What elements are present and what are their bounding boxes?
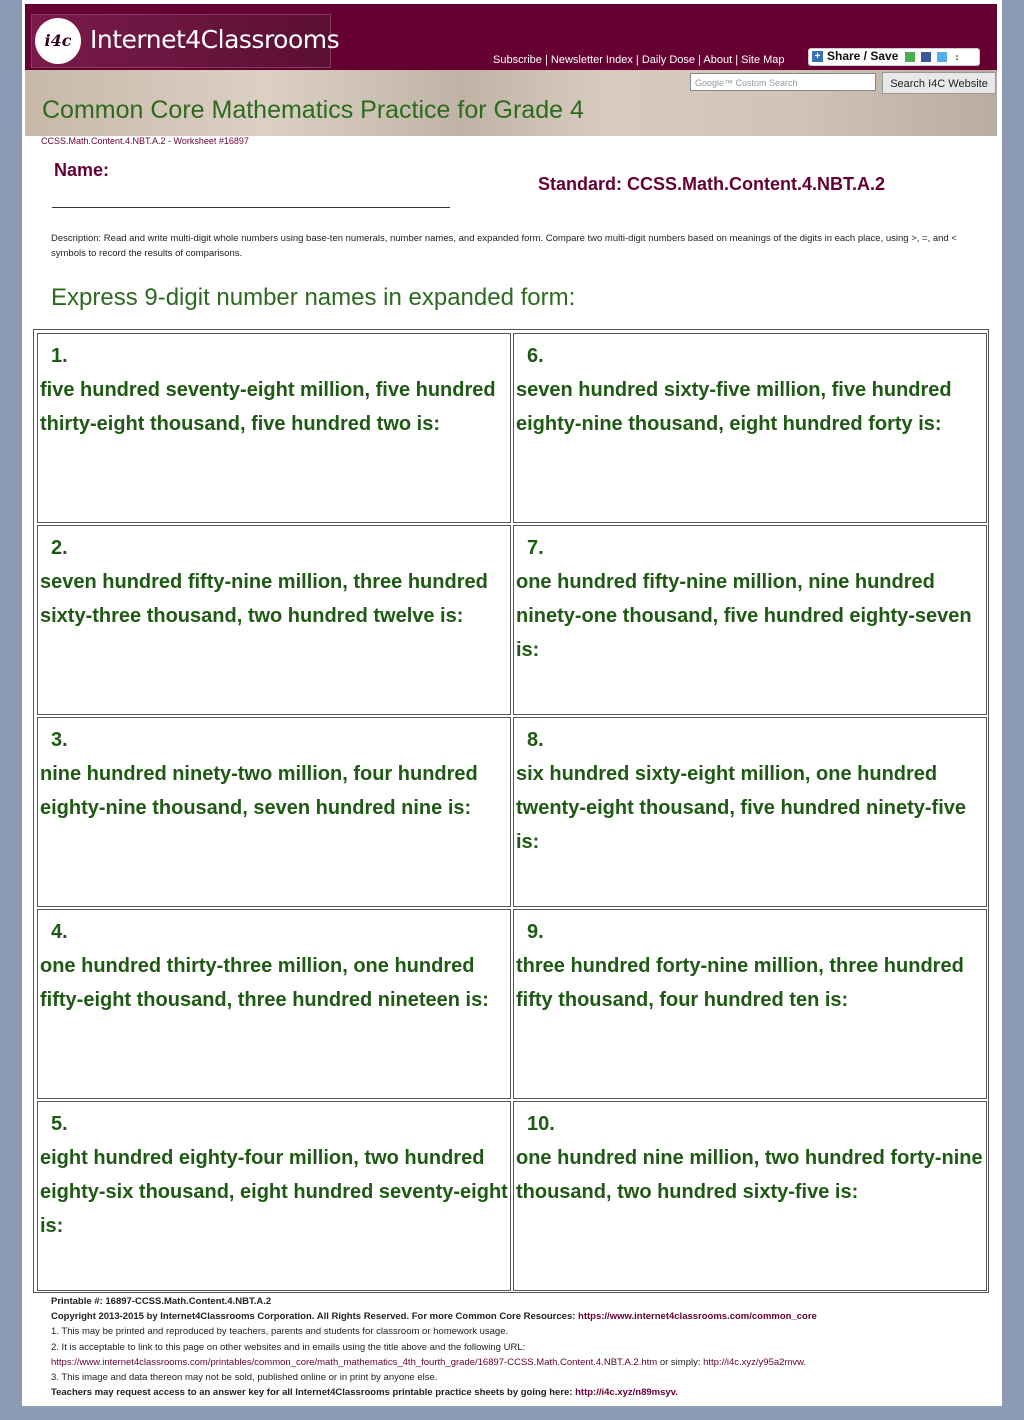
question-cell [513,909,987,1099]
question-text: three hundred forty-nine million, three hundred fifty thousand, four hundred ten is: [516,955,964,1011]
question-cell [37,1101,511,1291]
question-text: one hundred thirty-three million, one hundred fifty-eight thousand, three hundred nineteen is: [40,955,489,1011]
question-number: 5. [51,1113,68,1135]
question-cell [37,525,511,715]
share-save-button[interactable] [808,48,980,66]
footer [51,1294,996,1400]
facebook-icon [921,52,931,62]
question-cell [513,525,987,715]
nav-about[interactable]: About [703,54,733,66]
question-cell [37,717,511,907]
copyright: Copyright 2013-2015 by Internet4Classrooms Corporation. All Rights Reserved. For more Common Core Resources: [51,1311,576,1323]
question-number: 4. [51,921,68,943]
question-text: one hundred fifty-nine million, nine hundred ninety-one thousand, five hundred eighty-seven is: [516,571,972,661]
worksheet-page [22,0,1002,1406]
question-text: five hundred seventy-eight million, five hundred thirty-eight thousand, five hundred two is: [40,379,496,435]
standard-label: Standard: CCSS.Math.Content.4.NBT.A.2 [538,174,886,194]
short-url-link[interactable]: http://i4c.xyz/y95a2mvw. [703,1356,807,1368]
nav-site-map[interactable]: Site Map [741,54,785,66]
usage-note-1: 1. This may be printed and reproduced by teachers, parents and students for classroom or homework usage. [51,1326,509,1338]
top-nav: Subscribe | Newsletter Index | Daily Dose | About | Site Map [493,54,785,66]
answer-key-text: Teachers may request access to an answer key for all Internet4Classrooms printable practice sheets by going here: [51,1387,573,1399]
question-number: 10. [527,1113,555,1135]
question-number: 7. [527,537,544,559]
question-text: eight hundred eighty-four million, two hundred eighty-six thousand, eight hundred seventy-eight is: [40,1147,508,1237]
question-text: one hundred nine million, two hundred forty-nine thousand, two hundred sixty-five is: [516,1147,983,1203]
share-plus-icon: + [812,51,823,62]
description: Description: Read and write multi-digit whole numbers using base-ten numerals, number names, and expanded form. Compare two multi-digit numbers based on meanings of the digits in each place, using >, =, and < symbols to record the results of comparisons. [51,233,957,259]
question-cell [37,909,511,1099]
title-banner [25,70,997,136]
question-cell [513,717,987,907]
answer-key-link[interactable]: http://i4c.xyz/n89msyv. [575,1387,678,1399]
question-cell [513,1101,987,1291]
usage-note-2: 2. It is acceptable to link to this page on other websites and in emails using the title above and the following URL: [51,1341,526,1353]
instructions: Express 9-digit number names in expanded form: [51,284,576,311]
page-title: Common Core Mathematics Practice for Grade 4 [42,96,584,124]
nav-daily-dose[interactable]: Daily Dose [641,54,696,66]
share-label: Share / Save [827,49,899,63]
question-number: 6. [527,345,544,367]
or-simply-text: or simply: [657,1356,704,1368]
question-text: nine hundred ninety-two million, four hundred eighty-nine thousand, seven hundred nine is: [40,763,478,819]
question-number: 8. [527,729,544,751]
name-line [52,207,450,208]
email-share-icon [905,52,915,62]
printable-number: Printable #: 16897-CCSS.Math.Content.4.NBT.A.2 [51,1296,272,1307]
question-number: 2. [51,537,68,559]
search-button[interactable]: Search I4C Website [882,72,996,94]
usage-note-3: 3. This image and data thereon may not be sold, published online or in print by anyone else. [51,1372,438,1384]
worksheet-url-link[interactable]: https://www.internet4classrooms.com/printables/common_core/math_mathematics_4th_fourth_grade/16897-CCSS.Math.Content.4.NBT.A.2.htm [51,1356,658,1368]
name-label: Name: [54,160,110,180]
question-number: 3. [51,729,68,751]
logo-badge: i4c [35,18,81,64]
nav-newsletter-index[interactable]: Newsletter Index [550,54,633,66]
logo-text: Internet4Classrooms [90,25,340,54]
question-number: 9. [527,921,544,943]
question-number: 1. [51,345,68,367]
question-text: seven hundred sixty-five million, five hundred eighty-nine thousand, eight hundred forty is: [516,379,952,435]
question-text: six hundred sixty-eight million, one hundred twenty-eight thousand, five hundred ninety-five is: [516,763,967,853]
question-grid [33,329,989,1293]
question-cell [513,333,987,523]
twitter-icon [937,52,947,62]
breadcrumb: CCSS.Math.Content.4.NBT.A.2 - Worksheet #16897 [41,136,249,146]
site-header [25,4,997,70]
share-dropdown-icon: ↕ [954,52,960,62]
common-core-link[interactable]: https://www.internet4classrooms.com/common_core [578,1311,817,1323]
search-input[interactable]: Google™ Custom Search [690,73,876,91]
question-cell [37,333,511,523]
question-text: seven hundred fifty-nine million, three hundred sixty-three thousand, two hundred twelve is: [40,571,488,627]
site-logo[interactable] [31,14,340,68]
nav-subscribe[interactable]: Subscribe [493,54,542,66]
